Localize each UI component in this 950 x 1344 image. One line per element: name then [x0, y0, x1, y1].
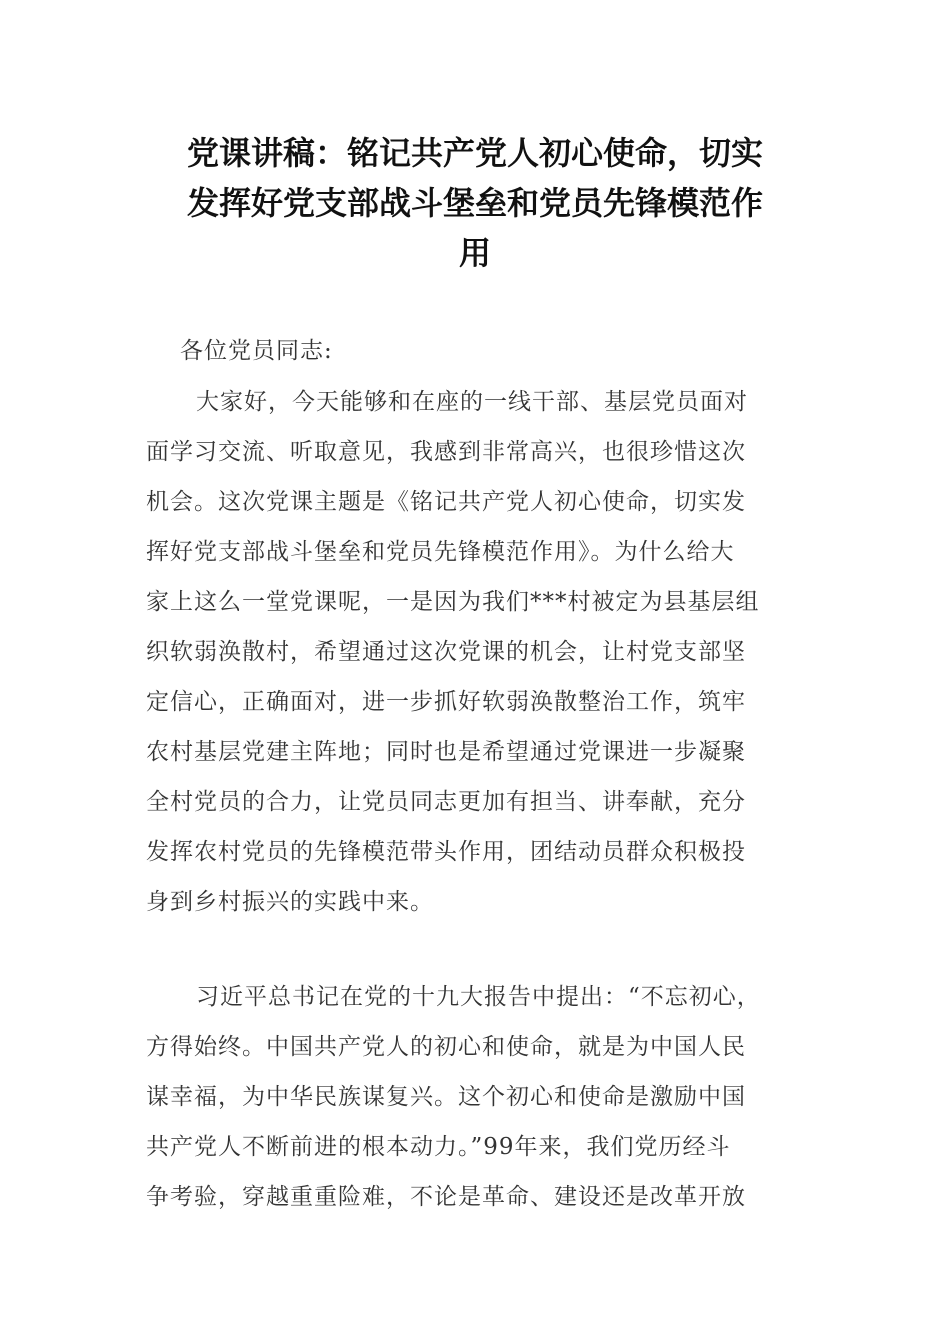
paragraph-line: 挥好党支部战斗堡垒和党员先锋模范作用》。为什么给大 [146, 539, 735, 565]
paragraph-line: 定信心，正确面对，进一步抓好软弱涣散整治工作，筑牢 [146, 689, 746, 715]
paragraph-line: 全村党员的合力，让党员同志更加有担当、讲奉献，充分 [146, 789, 746, 815]
paragraph-line: 方得始终。中国共产党人的初心和使命，就是为中国人民 [146, 1034, 746, 1060]
paragraph-line: 机会。这次党课主题是《铭记共产党人初心使命，切实发 [146, 489, 746, 515]
paragraph-line: 共产党人不断前进的根本动力。”99年来，我们党历经斗 [146, 1134, 731, 1160]
title-line: 党课讲稿：铭记共产党人初心使命，切实 [186, 134, 763, 172]
paragraph-2 [146, 972, 806, 1222]
paragraph-line: 身到乡村振兴的实践中来。 [146, 889, 434, 915]
paragraph-line: 面学习交流、听取意见，我感到非常高兴，也很珍惜这次 [146, 439, 746, 465]
paragraph-line: 大家好，今天能够和在座的一线干部、基层党员面对 [196, 389, 748, 415]
paragraph-line: 习近平总书记在党的十九大报告中提出：“不忘初心， [196, 984, 761, 1010]
paragraph-line: 家上这么一堂党课呢，一是因为我们***村被定为县基层组 [146, 589, 760, 615]
title-line: 发挥好党支部战斗堡垒和党员先锋模范作 [186, 184, 763, 222]
paragraph-line: 谋幸福，为中华民族谋复兴。这个初心和使命是激励中国 [146, 1084, 746, 1110]
title-line: 用 [458, 234, 491, 272]
paragraph-line: 农村基层党建主阵地；同时也是希望通过党课进一步凝聚 [146, 739, 746, 765]
paragraph-line: 争考验，穿越重重险难，不论是革命、建设还是改革开放 [146, 1184, 746, 1210]
paragraph-line: 发挥农村党员的先锋模范带头作用，团结动员群众积极投 [146, 839, 746, 865]
document-title [150, 128, 800, 278]
paragraph-line: 织软弱涣散村，希望通过这次党课的机会，让村党支部坚 [146, 639, 746, 665]
salutation: 各位党员同志: [180, 338, 333, 364]
paragraph-1 [146, 377, 806, 927]
